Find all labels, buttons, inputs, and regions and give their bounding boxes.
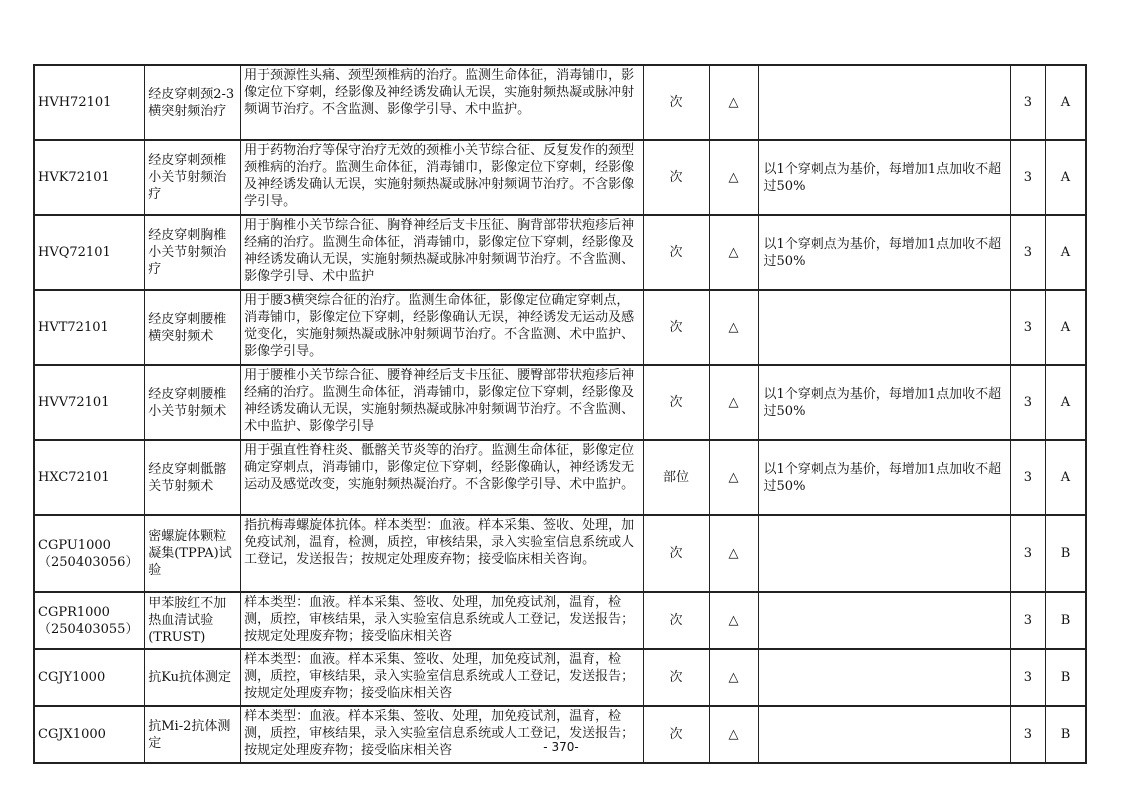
item-name: 密螺旋体颗粒凝集(TPPA)试验 (145, 515, 241, 592)
item-class: A (1046, 365, 1087, 440)
item-description: 用于腰3横突综合征的治疗。监测生命体征，影像定位确定穿刺点，消毒铺巾，影像定位下穿刺，经影像确认无误，神经诱发无运动及感觉变化，实施射频热凝或脉冲射频调节治疗。不含监测、术中监护、影像学引导。 (241, 290, 643, 365)
item-level: 3 (1010, 365, 1045, 440)
item-note (758, 649, 1010, 706)
item-class: A (1046, 440, 1087, 515)
item-description: 用于颈源性头痛、颈型颈椎病的治疗。监测生命体征，消毒铺巾，影像定位下穿刺，经影像及神经诱发确认无误，实施射频热凝或脉冲射频调节治疗。不含监测、影像学引导、术中监护。 (241, 65, 643, 140)
item-description: 用于药物治疗等保守治疗无效的颈椎小关节综合征、反复发作的颈型颈椎病的治疗。监测生命体征，消毒铺巾，影像定位下穿刺，经影像及神经诱发确认无误，实施射频热凝或脉冲射频调节治疗。不含影像学引导。 (241, 140, 643, 215)
item-unit: 次 (643, 215, 709, 290)
item-mark: △ (709, 515, 758, 592)
item-unit: 次 (643, 515, 709, 592)
item-class: B (1046, 592, 1087, 649)
item-description: 样本类型：血液。样本采集、签收、处理，加免疫试剂，温育，检测，质控，审核结果，录入实验室信息系统或人工登记，发送报告；按规定处理废弃物；接受临床相关咨 (241, 592, 643, 649)
item-class: A (1046, 215, 1087, 290)
item-mark: △ (709, 706, 758, 763)
item-code: CGPR1000 （250403055） (34, 592, 145, 649)
item-mark: △ (709, 440, 758, 515)
item-description: 样本类型：血液。样本采集、签收、处理，加免疫试剂，温育，检测，质控，审核结果，录入实验室信息系统或人工登记，发送报告；按规定处理废弃物；接受临床相关咨 (241, 706, 643, 763)
item-level: 3 (1010, 706, 1045, 763)
item-class: B (1046, 649, 1087, 706)
item-level: 3 (1010, 649, 1045, 706)
table-row (34, 365, 1086, 440)
item-name: 经皮穿刺骶髂关节射频术 (145, 440, 241, 515)
item-level: 3 (1010, 290, 1045, 365)
item-code: HVV72101 (34, 365, 145, 440)
item-name: 抗Ku抗体测定 (145, 649, 241, 706)
item-mark: △ (709, 215, 758, 290)
table-row (34, 65, 1086, 140)
item-note (758, 515, 1010, 592)
item-note: 以1个穿刺点为基价，每增加1点加收不超过50% (758, 365, 1010, 440)
item-note (758, 290, 1010, 365)
table-row (34, 140, 1086, 215)
item-name: 经皮穿刺颈2-3横突射频治疗 (145, 65, 241, 140)
item-description: 指抗梅毒螺旋体抗体。样本类型：血液。样本采集、签收、处理，加免疫试剂，温育，检测，质控，审核结果，录入实验室信息系统或人工登记，发送报告；按规定处理废弃物；接受临床相关咨询。 (241, 515, 643, 592)
item-mark: △ (709, 140, 758, 215)
item-note: 以1个穿刺点为基价，每增加1点加收不超过50% (758, 440, 1010, 515)
item-name: 经皮穿刺颈椎小关节射频治疗 (145, 140, 241, 215)
item-code: HVH72101 (34, 65, 145, 140)
item-mark: △ (709, 365, 758, 440)
item-unit: 部位 (643, 440, 709, 515)
item-mark: △ (709, 592, 758, 649)
item-level: 3 (1010, 515, 1045, 592)
item-unit: 次 (643, 290, 709, 365)
item-class: B (1046, 706, 1087, 763)
table-row (34, 215, 1086, 290)
item-description: 用于强直性脊柱炎、骶髂关节炎等的治疗。监测生命体征，影像定位确定穿刺点，消毒铺巾，影像定位下穿刺，经影像确认，神经诱发无运动及感觉改变，实施射频热凝治疗。不含影像学引导、术中监护。 (241, 440, 643, 515)
item-unit: 次 (643, 592, 709, 649)
table-row (34, 706, 1086, 763)
item-class: A (1046, 65, 1087, 140)
item-description: 样本类型：血液。样本采集、签收、处理，加免疫试剂，温育，检测，质控，审核结果，录入实验室信息系统或人工登记，发送报告；按规定处理废弃物；接受临床相关咨 (241, 649, 643, 706)
item-note (758, 65, 1010, 140)
item-unit: 次 (643, 706, 709, 763)
item-unit: 次 (643, 365, 709, 440)
item-code: HVQ72101 (34, 215, 145, 290)
item-name: 经皮穿刺胸椎小关节射频治疗 (145, 215, 241, 290)
item-name: 经皮穿刺腰椎横突射频术 (145, 290, 241, 365)
item-note (758, 706, 1010, 763)
item-unit: 次 (643, 649, 709, 706)
item-class: B (1046, 515, 1087, 592)
table-row (34, 592, 1086, 649)
item-mark: △ (709, 290, 758, 365)
item-name: 抗Mi-2抗体测定 (145, 706, 241, 763)
item-level: 3 (1010, 140, 1045, 215)
item-mark: △ (709, 649, 758, 706)
item-unit: 次 (643, 65, 709, 140)
item-code: HXC72101 (34, 440, 145, 515)
item-description: 用于胸椎小关节综合征、胸脊神经后支卡压征、胸背部带状疱疹后神经痛的治疗。监测生命体征，消毒铺巾，影像定位下穿刺，经影像及神经诱发确认无误，实施射频热凝或脉冲射频调节治疗。不含监测、影像学引导、术中监护 (241, 215, 643, 290)
table-row (34, 515, 1086, 592)
item-name: 甲苯胺红不加热血清试验(TRUST) (145, 592, 241, 649)
item-unit: 次 (643, 140, 709, 215)
table-row (34, 440, 1086, 515)
item-level: 3 (1010, 65, 1045, 140)
item-level: 3 (1010, 215, 1045, 290)
item-level: 3 (1010, 440, 1045, 515)
item-note (758, 592, 1010, 649)
item-mark: △ (709, 65, 758, 140)
item-code: CGJY1000 (34, 649, 145, 706)
fee-table (33, 64, 1087, 764)
item-class: A (1046, 290, 1087, 365)
page-number: - 370- (543, 740, 579, 754)
item-note: 以1个穿刺点为基价，每增加1点加收不超过50% (758, 140, 1010, 215)
table-body (34, 65, 1086, 763)
table-row (34, 290, 1086, 365)
item-code: HVT72101 (34, 290, 145, 365)
item-name: 经皮穿刺腰椎小关节射频术 (145, 365, 241, 440)
item-code: HVK72101 (34, 140, 145, 215)
item-class: A (1046, 140, 1087, 215)
item-code: CGJX1000 (34, 706, 145, 763)
item-level: 3 (1010, 592, 1045, 649)
table-row (34, 649, 1086, 706)
item-note: 以1个穿刺点为基价，每增加1点加收不超过50% (758, 215, 1010, 290)
item-code: CGPU1000 （250403056） (34, 515, 145, 592)
item-description: 用于腰椎小关节综合征、腰脊神经后支卡压征、腰臀部带状疱疹后神经痛的治疗。监测生命体征，消毒铺巾，影像定位下穿刺，经影像及神经诱发确认无误，实施射频热凝或脉冲射频调节治疗。不含监测、术中监护、影像学引导 (241, 365, 643, 440)
